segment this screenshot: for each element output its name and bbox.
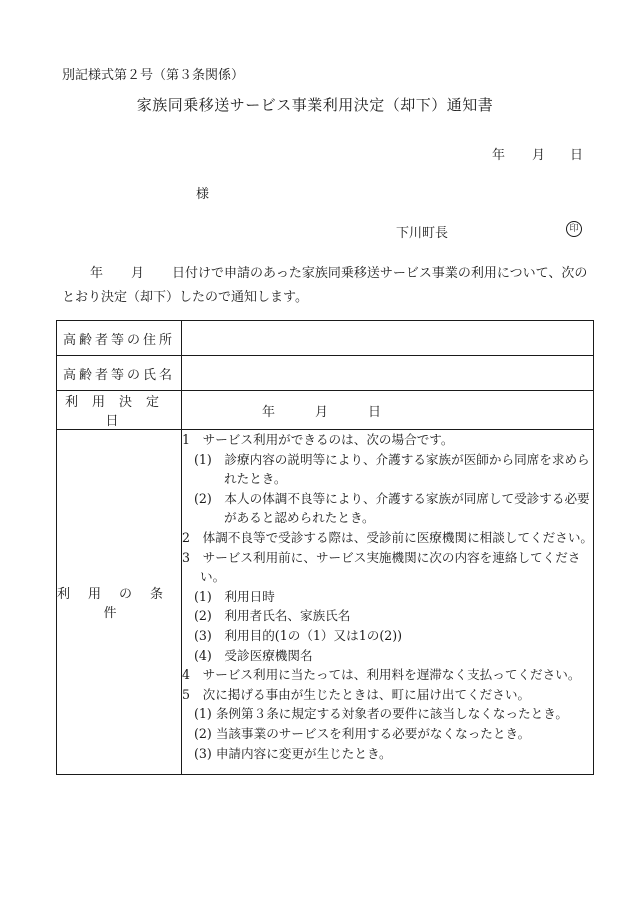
condition-3-2: (2) 利用者氏名、家族氏名	[194, 608, 351, 624]
conditions-label: 利用の条件	[57, 430, 182, 775]
condition-4: 4 サービス利用に当たっては、利用料を遅滞なく支払ってください。	[182, 667, 581, 683]
notice-body	[62, 262, 594, 310]
condition-2: 2 体調不良等で受診する際は、受診前に医療機関に相談してください。	[182, 529, 594, 545]
name-label: 高齢者等の氏名	[57, 356, 182, 391]
date-day: 日	[570, 148, 584, 163]
seal-mark: 印	[566, 221, 582, 237]
address-label: 高齢者等の住所	[57, 321, 182, 356]
condition-5-1: (1) 条例第３条に規定する対象者の要件に該当しなくなったとき。	[194, 706, 568, 722]
date-year: 年	[492, 148, 506, 163]
decision-month: 月	[315, 404, 329, 420]
decision-date-value[interactable]	[182, 391, 594, 430]
condition-5-2: (2) 当該事業のサービスを利用する必要がなくなったとき。	[194, 725, 531, 741]
conditions-list	[182, 430, 594, 775]
body-year: 年	[90, 266, 104, 281]
condition-5: 5 次に掲げる事由が生じたときは、町に届け出てください。	[182, 686, 531, 702]
decision-date-label: 利用決定日	[57, 391, 182, 430]
body-month: 月	[131, 266, 145, 281]
date-month: 月	[532, 148, 546, 163]
notice-table	[56, 320, 594, 775]
condition-5-3: (3) 申請内容に変更が生じたとき。	[194, 745, 392, 761]
issuer-name: 下川町長	[396, 226, 449, 241]
name-value[interactable]	[182, 356, 594, 391]
condition-1-2: (2) 本人の体調不良等により、介護する家族が同席して受診する必要があると認められたとき。	[194, 490, 590, 526]
condition-3-3: (3) 利用目的(1の（1）又は1の(2))	[194, 627, 403, 643]
form-number: 別記様式第２号（第３条関係）	[62, 68, 245, 83]
body-line1: 日付けで申請のあった家族同乗移送サービス事業の利用について、次の	[172, 266, 588, 281]
decision-year: 年	[262, 404, 276, 420]
document-title: 家族同乗移送サービス事業利用決定（却下）通知書	[136, 96, 494, 114]
table-row	[57, 430, 594, 775]
condition-3: 3 サービス利用前に、サービス実施機関に次の内容を連絡してください。	[182, 549, 581, 585]
body-line2: とおり決定（却下）したので通知します。	[62, 290, 308, 305]
table-row	[57, 321, 594, 356]
condition-3-4: (4) 受診医療機関名	[194, 647, 313, 663]
condition-1-1: (1) 診療内容の説明等により、介護する家族が医師から同席を求められたとき。	[194, 451, 590, 487]
condition-1: 1 サービス利用ができるのは、次の場合です。	[182, 432, 454, 447]
addressee-suffix: 様	[196, 187, 210, 202]
table-row	[57, 391, 594, 430]
decision-day: 日	[368, 404, 382, 420]
table-row	[57, 356, 594, 391]
address-value[interactable]	[182, 321, 594, 356]
condition-3-1: (1) 利用日時	[194, 588, 275, 604]
